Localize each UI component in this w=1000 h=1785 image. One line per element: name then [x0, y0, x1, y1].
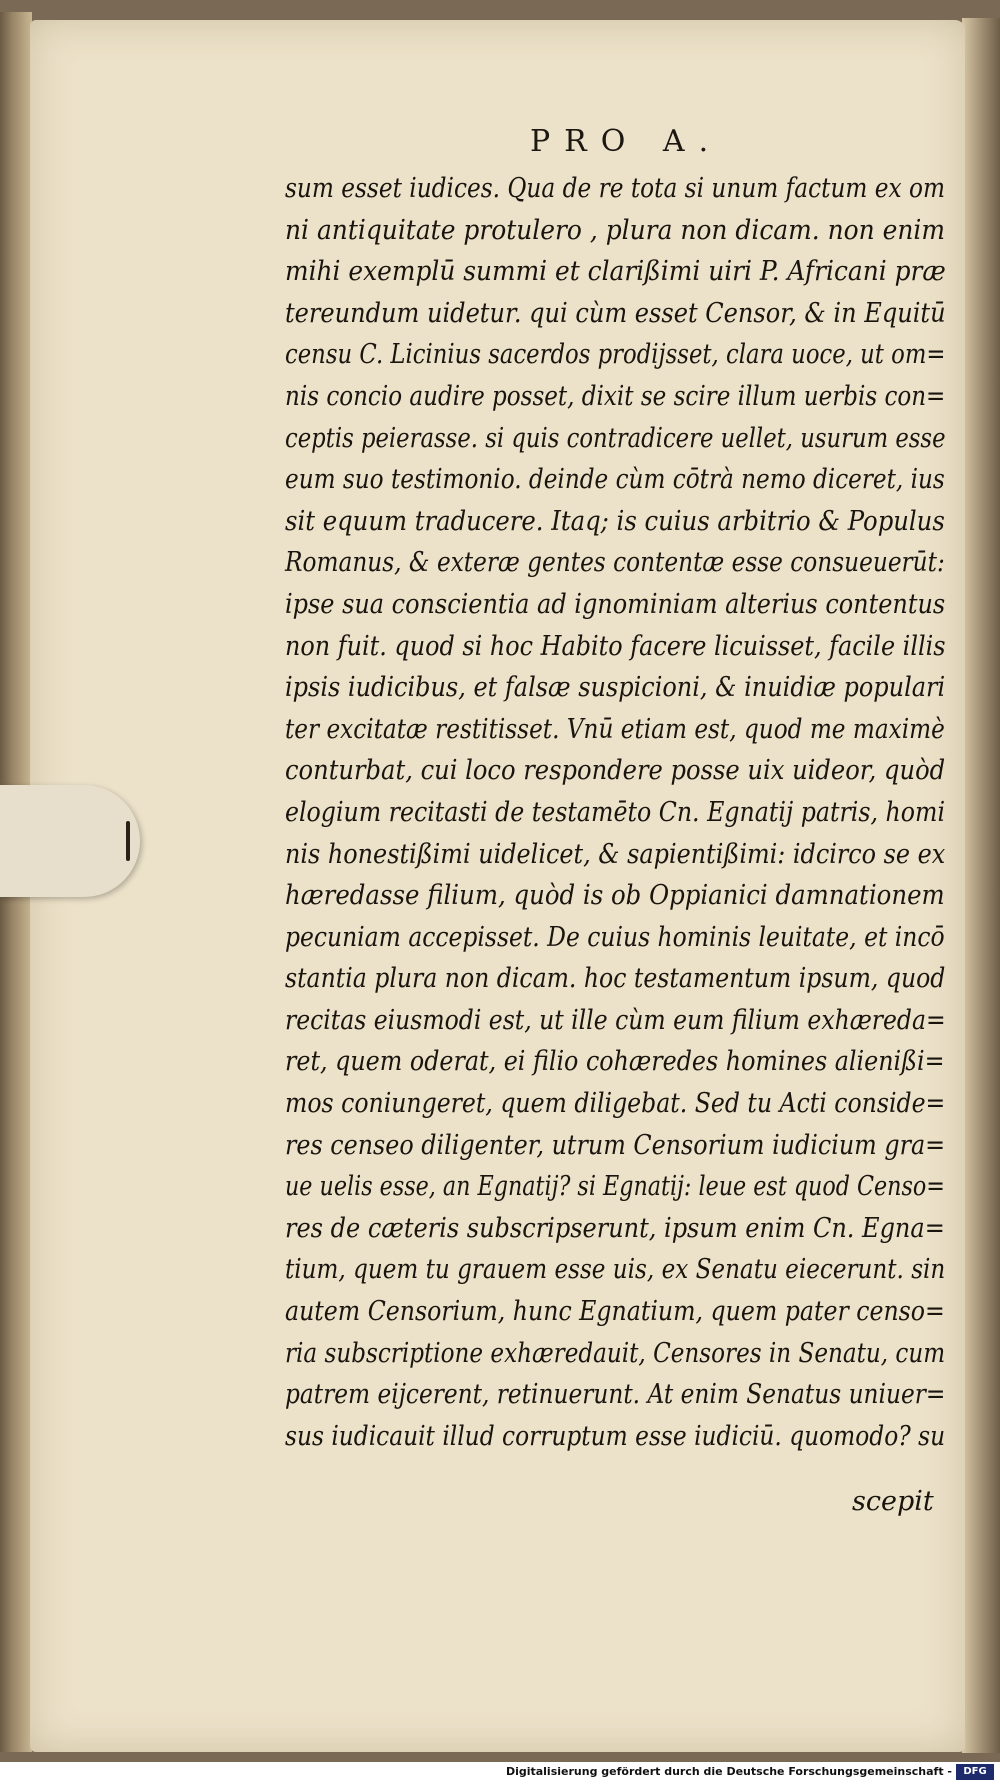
text-line: res censeo diligenter, utrum Censorium iudicium gra=	[285, 1129, 946, 1161]
text-line: tereundum uidetur. qui cùm esset Censor, & in Equitū	[285, 297, 946, 329]
dfg-logo: DFG	[956, 1764, 994, 1780]
text-line: ipse sua conscientia ad ignominiam alterius contentus	[285, 588, 946, 620]
body-text	[285, 168, 970, 1457]
text-line: sum esset iudices. Qua de re tota si unum factum ex om	[285, 173, 946, 204]
text-line: ret, quem oderat, ei filio cohæredes homines alienißi=	[285, 1046, 945, 1078]
text-line: res de cæteris subscripserunt, ipsum enim Cn. Egna=	[285, 1212, 945, 1244]
text-line: sus iudicauit illud corruptum esse iudiciū. quomodo? su	[285, 1420, 946, 1452]
text-line: ria subscriptione exhæredauit, Censores in Senatu, cum	[285, 1337, 946, 1369]
running-head: PRO A.	[530, 124, 723, 159]
text-line: pecuniam accepisset. De cuius hominis leuitate, et incō	[285, 921, 945, 953]
catchword: scepit	[852, 1486, 934, 1517]
text-line: non fuit. quod si hoc Habito facere licuisset, facile illis	[285, 630, 946, 662]
text-line: hæredasse filium, quòd is ob Oppianici damnationem	[285, 880, 945, 912]
text-line: ter excitatæ restitisset. Vnū etiam est, quod me maximè	[285, 713, 945, 745]
text-line: nis concio audire posset, dixit se scire illum uerbis con=	[285, 380, 946, 412]
text-line: autem Censorium, hunc Egnatium, quem pater censo=	[285, 1296, 945, 1328]
text-line: stantia plura non dicam. hoc testamentum ipsum, quod	[285, 963, 946, 995]
text-line: mos coniungeret, quem diligebat. Sed tu Acti conside=	[285, 1088, 946, 1120]
text-line: conturbat, cui loco respondere posse uix uideor, quòd	[285, 755, 946, 787]
text-line: patrem eijcerent, retinuerunt. At enim Senatus uniuer=	[285, 1379, 946, 1411]
text-line: censu C. Licinius sacerdos prodijsset, clara uoce, ut om=	[285, 339, 946, 371]
footer-credit: Digitalisierung gefördert durch die Deutsche Forschungsgemeinschaft -	[505, 1765, 952, 1778]
text-line: eum suo testimonio. deinde cùm cōtrà nemo diceret, ius	[285, 464, 945, 496]
text-line: Romanus, & exteræ gentes contentæ esse consueuerūt:	[285, 547, 945, 579]
text-line: ni antiquitate protulero , plura non dicam. non enim	[285, 214, 946, 246]
text-line: recitas eiusmodi est, ut ille cùm eum filium exhæreda=	[285, 1004, 946, 1036]
text-line: ue uelis esse, an Egnatij? si Egnatij: leue est quod Censo=	[285, 1171, 945, 1203]
text-line: mihi exemplū summi et clarißimi uiri P. Africani præ	[285, 256, 946, 288]
text-line: tium, quem tu grauem esse uis, ex Senatu eiecerunt. sin	[285, 1254, 946, 1286]
text-line: nis honestißimi uidelicet, & sapientißimi: idcirco se ex	[285, 838, 946, 870]
text-line: elogium recitasti de testamēto Cn. Egnatij patris, homi	[285, 796, 946, 828]
text-line: ceptis peierasse. si quis contradicere uellet, usurum esse	[285, 422, 946, 454]
bookmark-tab	[0, 785, 140, 897]
text-line: ipsis iudicibus, et falsæ suspicioni, & inuidiæ populari	[285, 672, 946, 704]
text-line: sit equum traducere. Itaq; is cuius arbitrio & Populus	[285, 505, 945, 537]
